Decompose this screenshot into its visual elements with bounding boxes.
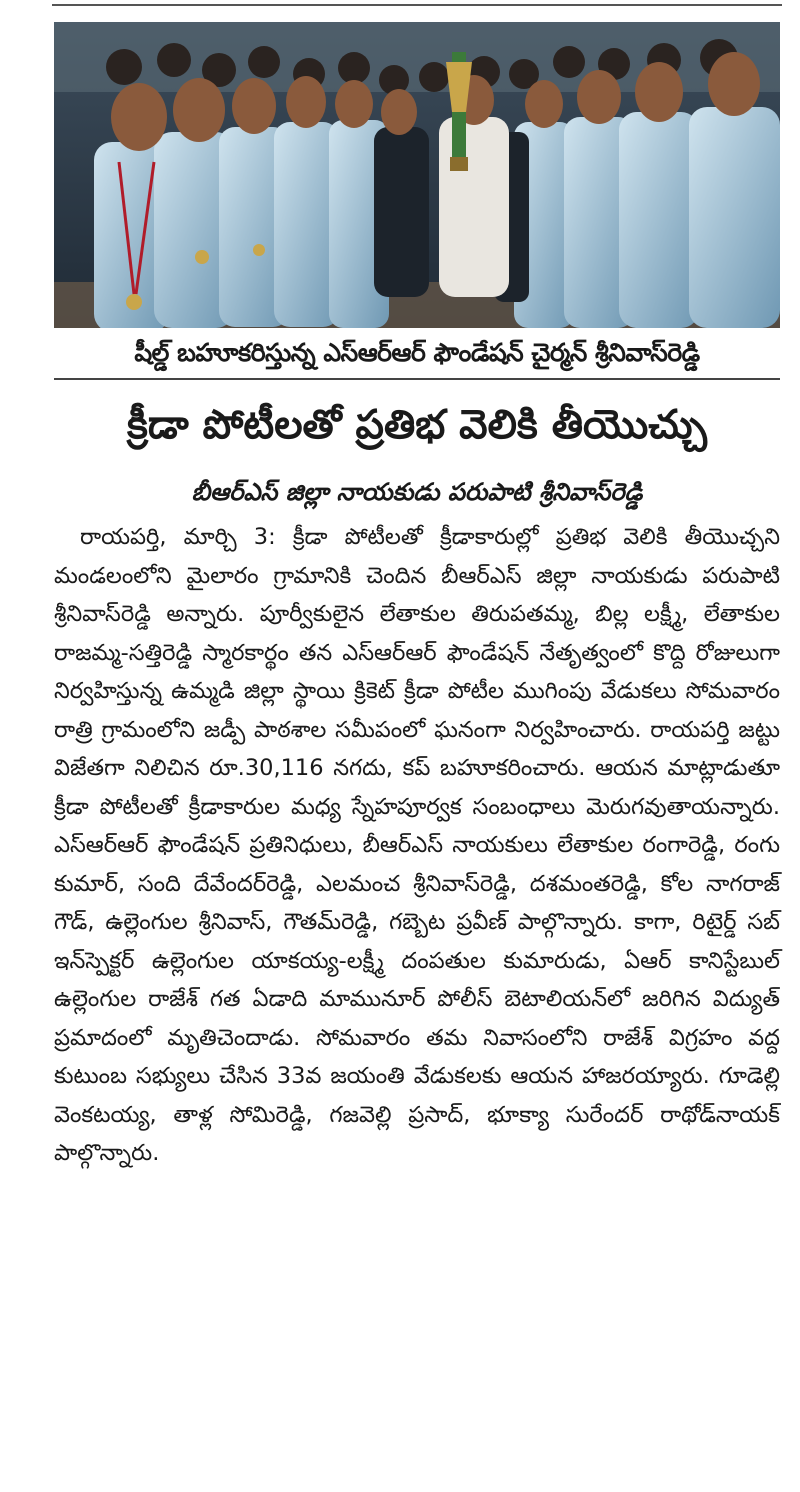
article-subheadline: బీఆర్ఎస్ జిల్లా నాయకుడు పరుపాటి శ్రీనివాస్‌రెడ్డి — [191, 477, 643, 506]
photo-caption: షీల్డ్ బహూకరిస్తున్న ఎస్ఆర్ఆర్ ఫౌండేషన్ చైర్మన్ శ్రీనివాస్‌రెడ్డి — [134, 338, 700, 367]
top-rule — [52, 4, 782, 6]
article-body: రాయపర్తి, మార్చి 3: క్రీడా పోటీలతో క్రీడాకారుల్లో ప్రతిభ వెలికి తీయొచ్చని మండలంలోని మైలారం గ్రామానికి చెందిన బీఆర్ఎస్ జిల్లా నాయకుడు పరుపాటి శ్రీనివాస్‌రెడ్డి అన్నారు. పూర్వీకులైన లేతాకుల తిరుపతమ్మ, బిల్ల లక్ష్మీ, లేతాకుల రాజమ్మ-సత్తిరెడ్డి స్మారకార్థం తన ఎస్ఆర్ఆర్ ఫౌండేషన్ నేతృత్వంలో కొద్ది రోజులుగా నిర్వహిస్తున్న ఉమ్మడి జిల్లా స్థాయి క్రికెట్ క్రీడా పోటీల ముగింపు వేడుకలు సోమవారం రాత్రి గ్రామంలోని జడ్పీ పాఠశాల సమీపంలో ఘనంగా నిర్వహించారు. రాయపర్తి జట్టు విజేతగా నిలిచిన రూ.30,116 నగదు, కప్ బహూకరించారు. ఆయన మాట్లాడుతూ క్రీడా పోటీలతో క్రీడాకారుల మధ్య స్నేహపూర్వక సంబంధాలు మెరుగవుతాయన్నారు. ఎస్ఆర్ఆర్ ఫౌండేషన్ ప్రతినిధులు, బీఆర్ఎస్ నాయకులు లేతాకుల రంగారెడ్డి, రంగు కుమార్, సంది దేవేందర్‌రెడ్డి, ఎలమంచ శ్రీనివాస్‌రెడ్డి, దశమంతరెడ్డి, కోల నాగరాజ్ గౌడ్, ఉల్లెంగుల శ్రీనివాస్, గౌతమ్‌రెడ్డి, గబ్బెట ప్రవీణ్ పాల్గొన్నారు. కాగా, రిటైర్డ్ సబ్ ఇన్‌స్పెక్టర్ ఉల్లెంగుల యాకయ్య-లక్ష్మీ దంపతుల కుమారుడు, ఏఆర్ కానిస్టేబుల్ ఉల్లెంగుల రాజేశ్ గత ఏడాది మామునూర్ పోలీస్ బెటాలియన్‌లో జరిగిన విద్యుత్ ప్రమాదంలో మృతిచెందాడు. సోమవారం తమ నివాసంలోని రాజేశ్ విగ్రహం వద్ద కుటుంబ సభ్యులు చేసిన 33వ జయంతి వేడుకలకు ఆయన హాజరయ్యారు. గూడెల్లి వెంకటయ్య, తాళ్ల సోమిరెడ్డి, గజవెల్లి ప్రసాద్, భూక్యా సురేందర్ రాథోడ్‌నాయక్ పాల్గొన్నారు. — [54, 524, 780, 1166]
caption-divider — [54, 378, 780, 380]
team-photo-illustration — [54, 22, 780, 328]
news-photo — [54, 22, 780, 328]
article-headline: క్రీడా పోటీలతో ప్రతిభ వెలికి తీయొచ్చు — [126, 402, 708, 448]
